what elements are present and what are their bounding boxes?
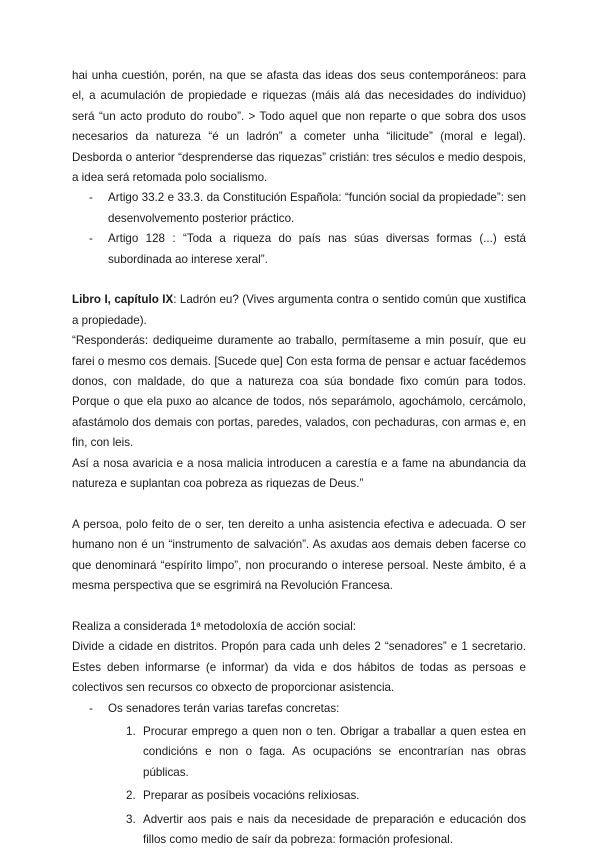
list-item: - Artigo 33.2 e 33.3. da Constitución Española: “función social da propiedade”: sen desenvolvemento posterior práctico.: [72, 188, 526, 229]
list-item: - Os senadores terán varias tarefas concretas:: [72, 699, 526, 719]
task-text: Preparar as posíbeis vocacións relixiosas.: [143, 789, 360, 803]
spacer: [72, 270, 526, 290]
persoa-paragraph: A persoa, polo feito de o ser, ten dereito a unha asistencia efectiva e adecuada. O ser humano non é un “instrumento de salvación”. As axudas aos demais deben facerse co que denominará “espírito limpo”, non procurando o interese persoal. Neste ámbito, é a mesma perspectiva que se esgrimirá na Revolución Francesa.: [72, 517, 526, 593]
spacer: [72, 597, 526, 617]
metodoloxia-dash-list: [72, 699, 526, 719]
spacer: [72, 495, 526, 515]
intro-paragraph: hai unha cuestión, porén, na que se afasta das ideas dos seus contemporáneos: para el, a acumulación de propiedade e riquezas (máis alá das necesidades do individuo) será “un acto produto do roubo”. > Todo aquel que non reparte o que sobra dos usos necesarios da natureza “é un ladrón” a cometer unha “ilicitude” (moral e legal). Desborda o anterior “desprenderse das riquezas” cristián: tres séculos e medio despois, a idea será retomada polo socialismo.: [72, 69, 526, 185]
task-number: 3.: [126, 812, 136, 826]
quote-paragraph: Así a nosa avaricia e a nosa malicia introducen a carestía e a fame na abundancia da natureza e suplantan coa pobreza as riquezas de Deus.”: [72, 456, 526, 491]
quote-paragraph: “Responderás: dediqueime duramente ao traballo, permítaseme a min posuír, que eu farei o mesmo cos demais. [Sucede que] Con esta forma de pensar e actuar facédemos donos, con maldade, do que a natureza coa súa bondade fixo común para todos. Porque o que ela puxo ao alcance de todos, nós separámolo, agochámolo, cercámolo, afastámolo dos demais con portas, paredes, valados, con pechaduras, con armas e, en fin, con leis.: [72, 334, 526, 450]
task-number: 2.: [126, 789, 136, 803]
task-item: [72, 786, 526, 806]
task-text: Advertir aos pais e nais da necesidade de preparación e educación dos fillos como medio de saír da pobreza: formación profesional.: [143, 812, 526, 846]
tasks-list: [72, 722, 526, 850]
libro-heading-paragraph: [72, 290, 526, 331]
metodoloxia-title: Realiza a considerada 1ª metodoloxía de acción social:: [72, 619, 356, 633]
libro-heading: Libro I, capítulo IX: [72, 293, 174, 307]
intro-dash-list: [72, 188, 526, 270]
document-page: [72, 66, 526, 850]
task-item: [72, 722, 526, 783]
task-number: 1.: [126, 724, 136, 738]
list-item: - Artigo 128 : “Toda a riqueza do país nas súas diversas formas (...) está subordinada ao interese xeral”.: [72, 229, 526, 270]
task-text: Procurar emprego a quen non o ten. Obrigar a traballar a quen estea en condicións e non o faga. As ocupacións se encontrarían nas obras públicas.: [143, 724, 526, 779]
task-item: [72, 810, 526, 850]
metodoloxia-paragraph: Divide a cidade en distritos. Propón para cada unh deles 2 “senadores” e 1 secretario. Estes deben informarse (e informar) da vida e dos hábitos de todas as persoas e colectivos sen recursos co obxecto de proporcionar asistencia.: [72, 640, 526, 695]
libro-heading-rest: : Ladrón eu? (Vives argumenta contra o sentido común que xustifica a propiedade).: [72, 293, 527, 327]
